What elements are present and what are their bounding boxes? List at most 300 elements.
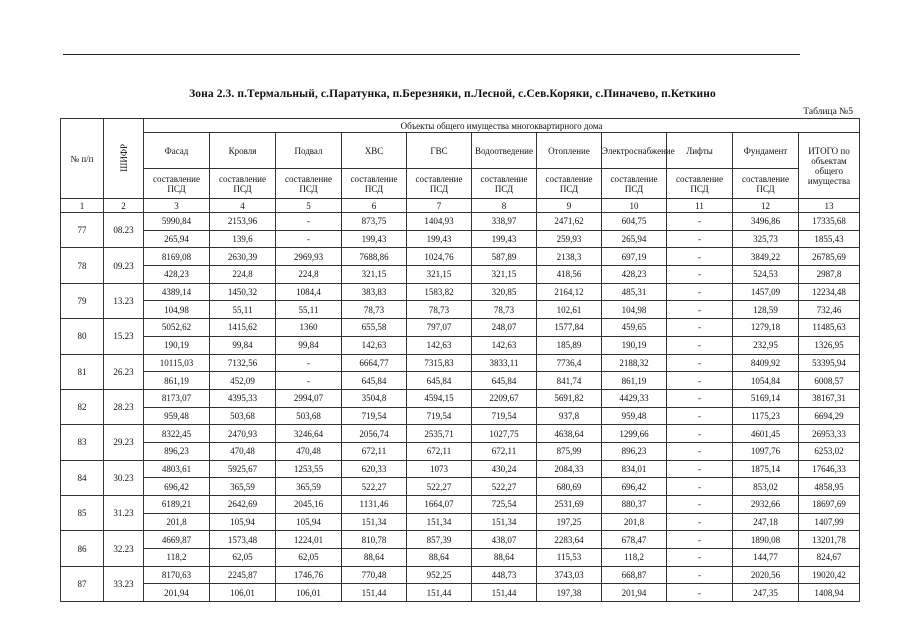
table-cell: 672,11	[472, 442, 537, 460]
table-cell: 680,69	[537, 478, 602, 496]
table-cell: 365,59	[276, 478, 342, 496]
table-cell: 259,93	[537, 230, 602, 248]
table-cell: 2932,66	[733, 496, 799, 514]
table-cell: 841,74	[537, 372, 602, 390]
table-cell: 1404,93	[407, 213, 472, 231]
table-cell: 2535,71	[407, 425, 472, 443]
table-cell: -	[276, 230, 342, 248]
table-cell: 62,05	[276, 549, 342, 567]
table-cell: 8170,63	[144, 566, 210, 584]
table-cell: 26953,33	[799, 425, 860, 443]
table-cell: 645,84	[472, 372, 537, 390]
header-code	[104, 119, 144, 199]
table-cell: 2084,33	[537, 460, 602, 478]
table-row	[61, 442, 860, 460]
row-code: 15.23	[104, 319, 144, 354]
table-cell: 142,63	[472, 336, 537, 354]
header-sub: составление ПСД	[276, 169, 342, 199]
table-cell: 604,75	[602, 213, 667, 231]
table-cell: 17646,33	[799, 460, 860, 478]
table-cell: -	[276, 372, 342, 390]
table-cell: 7315,83	[407, 354, 472, 372]
table-cell: 1890,08	[733, 531, 799, 549]
index-cell: 10	[602, 199, 667, 213]
table-cell: 4395,33	[210, 389, 276, 407]
row-number: 80	[61, 319, 104, 354]
table-cell: -	[667, 372, 733, 390]
index-cell: 3	[144, 199, 210, 213]
table-cell: 1175,23	[733, 407, 799, 425]
table-cell: 452,09	[210, 372, 276, 390]
table-cell: 697,19	[602, 248, 667, 266]
table-cell: 151,34	[472, 513, 537, 531]
table-row	[61, 319, 860, 337]
table-cell: 102,61	[537, 301, 602, 319]
table-row	[61, 460, 860, 478]
table-cell: -	[667, 213, 733, 231]
header-sub: составление ПСД	[602, 169, 667, 199]
table-cell: 232,95	[733, 336, 799, 354]
table-cell: 1097,76	[733, 442, 799, 460]
table-cell: 151,34	[407, 513, 472, 531]
table-cell: 1855,43	[799, 230, 860, 248]
table-cell: 678,47	[602, 531, 667, 549]
table-cell: 7736,4	[537, 354, 602, 372]
table-cell: 2471,62	[537, 213, 602, 231]
table-cell: 834,01	[602, 460, 667, 478]
table-cell: 3849,22	[733, 248, 799, 266]
index-cell: 8	[472, 199, 537, 213]
table-cell: 1746,76	[276, 566, 342, 584]
table-cell: 1027,75	[472, 425, 537, 443]
table-cell: 320,85	[472, 283, 537, 301]
row-number: 86	[61, 531, 104, 566]
table-cell: 88,64	[407, 549, 472, 567]
table-row	[61, 513, 860, 531]
table-cell: 201,94	[144, 584, 210, 602]
header-col: Отопление	[537, 133, 602, 169]
table-cell: 485,31	[602, 283, 667, 301]
table-cell: 5990,84	[144, 213, 210, 231]
table-cell: 937,8	[537, 407, 602, 425]
document-title: Зона 2.3. п.Термальный, с.Паратунка, п.Березняки, п.Лесной, с.Сев.Коряки, с.Пиначево, п.Кеткино	[189, 88, 716, 100]
row-code: 30.23	[104, 460, 144, 495]
table-cell: -	[667, 230, 733, 248]
header-code-label: ШИФР	[118, 143, 129, 172]
data-table	[60, 118, 860, 602]
table-cell: 17335,68	[799, 213, 860, 231]
table-cell: 199,43	[407, 230, 472, 248]
table-cell: 62,05	[210, 549, 276, 567]
table-cell: 2994,07	[276, 389, 342, 407]
table-cell: -	[667, 442, 733, 460]
row-number: 82	[61, 389, 104, 424]
header-col: Электроснабжение	[602, 133, 667, 169]
table-cell: 873,75	[342, 213, 407, 231]
table-cell: 6008,57	[799, 372, 860, 390]
table-cell: 1084,4	[276, 283, 342, 301]
table-cell: 199,43	[472, 230, 537, 248]
table-cell: 78,73	[342, 301, 407, 319]
table-cell: 959,48	[144, 407, 210, 425]
table-cell: 1577,84	[537, 319, 602, 337]
table-cell: 4429,33	[602, 389, 667, 407]
table-cell: 118,2	[602, 549, 667, 567]
table-cell: -	[667, 301, 733, 319]
table-cell: 247,18	[733, 513, 799, 531]
table-cell: 8169,08	[144, 248, 210, 266]
table-cell: -	[667, 407, 733, 425]
table-cell: 5925,67	[210, 460, 276, 478]
table-cell: 321,15	[342, 266, 407, 284]
table-cell: 106,01	[210, 584, 276, 602]
table-cell: 810,78	[342, 531, 407, 549]
row-number: 87	[61, 566, 104, 601]
header-col: Водоотведение	[472, 133, 537, 169]
table-cell: 1664,07	[407, 496, 472, 514]
table-cell: 6664,77	[342, 354, 407, 372]
table-cell: 38167,31	[799, 389, 860, 407]
table-cell: 104,98	[144, 301, 210, 319]
table-cell: 1457,09	[733, 283, 799, 301]
header-num: № п/п	[61, 119, 104, 199]
table-cell: 428,23	[144, 266, 210, 284]
table-cell: 1408,94	[799, 584, 860, 602]
header-sub: составление ПСД	[667, 169, 733, 199]
table-cell: 2138,3	[537, 248, 602, 266]
table-cell: 99,84	[210, 336, 276, 354]
table-cell: 11485,63	[799, 319, 860, 337]
table-cell: 1224,01	[276, 531, 342, 549]
table-cell: 448,73	[472, 566, 537, 584]
index-cell: 12	[733, 199, 799, 213]
table-cell: 2969,93	[276, 248, 342, 266]
table-cell: 26785,69	[799, 248, 860, 266]
table-cell: 8322,45	[144, 425, 210, 443]
row-number: 83	[61, 425, 104, 460]
table-row	[61, 407, 860, 425]
table-cell: 2153,96	[210, 213, 276, 231]
table-cell: 2470,93	[210, 425, 276, 443]
table-cell: 3504,8	[342, 389, 407, 407]
table-cell: 105,94	[276, 513, 342, 531]
table-cell: 265,94	[602, 230, 667, 248]
table-cell: -	[667, 584, 733, 602]
table-cell: -	[667, 354, 733, 372]
table-cell: 875,99	[537, 442, 602, 460]
table-cell: 438,07	[472, 531, 537, 549]
table-cell: 4594,15	[407, 389, 472, 407]
table-row	[61, 230, 860, 248]
table-row	[61, 566, 860, 584]
table-cell: 2531,69	[537, 496, 602, 514]
table-cell: 2630,39	[210, 248, 276, 266]
table-cell: 428,23	[602, 266, 667, 284]
table-cell: -	[667, 425, 733, 443]
table-cell: 151,44	[407, 584, 472, 602]
table-cell: 824,67	[799, 549, 860, 567]
table-cell: 522,27	[472, 478, 537, 496]
table-cell: 4669,87	[144, 531, 210, 549]
table-cell: 620,33	[342, 460, 407, 478]
table-row	[61, 283, 860, 301]
table-cell: 1131,46	[342, 496, 407, 514]
header-total: ИТОГО по объектам общего имущества	[799, 133, 860, 199]
table-cell: 142,63	[407, 336, 472, 354]
table-cell: 4858,95	[799, 478, 860, 496]
header-col: Лифты	[667, 133, 733, 169]
table-cell: 7132,56	[210, 354, 276, 372]
table-cell: 896,23	[144, 442, 210, 460]
table-cell: 2188,32	[602, 354, 667, 372]
table-cell: 7688,86	[342, 248, 407, 266]
table-cell: 732,46	[799, 301, 860, 319]
table-row	[61, 213, 860, 231]
table-cell: 2245,87	[210, 566, 276, 584]
table-cell: 645,84	[342, 372, 407, 390]
table-cell: 248,07	[472, 319, 537, 337]
table-cell: 668,87	[602, 566, 667, 584]
table-cell: -	[276, 354, 342, 372]
table-cell: 1573,48	[210, 531, 276, 549]
table-cell: 1583,82	[407, 283, 472, 301]
table-row	[61, 496, 860, 514]
table-cell: 99,84	[276, 336, 342, 354]
table-cell: 4638,64	[537, 425, 602, 443]
row-number: 81	[61, 354, 104, 389]
table-cell: -	[667, 283, 733, 301]
table-cell: 185,89	[537, 336, 602, 354]
table-cell: 144,77	[733, 549, 799, 567]
table-cell: 4601,45	[733, 425, 799, 443]
table-cell: 224,8	[276, 266, 342, 284]
table-cell: 197,25	[537, 513, 602, 531]
table-cell: 770,48	[342, 566, 407, 584]
table-cell: -	[667, 336, 733, 354]
table-row	[61, 372, 860, 390]
row-code: 31.23	[104, 496, 144, 531]
table-cell: 365,59	[210, 478, 276, 496]
index-cell: 2	[104, 199, 144, 213]
table-cell: 106,01	[276, 584, 342, 602]
table-cell: 1279,18	[733, 319, 799, 337]
table-cell: -	[667, 513, 733, 531]
table-cell: -	[667, 496, 733, 514]
table-cell: -	[667, 549, 733, 567]
index-cell: 11	[667, 199, 733, 213]
header-col: ХВС	[342, 133, 407, 169]
table-cell: 88,64	[472, 549, 537, 567]
table-row	[61, 389, 860, 407]
table-cell: 719,54	[472, 407, 537, 425]
table-cell: 128,59	[733, 301, 799, 319]
table-cell: 321,15	[407, 266, 472, 284]
table-cell: 503,68	[210, 407, 276, 425]
index-cell: 9	[537, 199, 602, 213]
index-cell: 4	[210, 199, 276, 213]
row-number: 85	[61, 496, 104, 531]
table-cell: 8173,07	[144, 389, 210, 407]
table-cell: 55,11	[276, 301, 342, 319]
table-cell: 587,89	[472, 248, 537, 266]
table-cell: 880,37	[602, 496, 667, 514]
table-cell: 190,19	[602, 336, 667, 354]
table-cell: 53395,94	[799, 354, 860, 372]
index-cell: 5	[276, 199, 342, 213]
table-cell: 142,63	[342, 336, 407, 354]
table-cell: 247,35	[733, 584, 799, 602]
header-sub: составление ПСД	[733, 169, 799, 199]
table-cell: -	[667, 460, 733, 478]
row-code: 09.23	[104, 248, 144, 283]
row-code: 33.23	[104, 566, 144, 601]
table-cell: 199,43	[342, 230, 407, 248]
table-row	[61, 549, 860, 567]
table-cell: 321,15	[472, 266, 537, 284]
table-cell: 338,97	[472, 213, 537, 231]
header-col: ГВС	[407, 133, 472, 169]
table-cell: 5691,82	[537, 389, 602, 407]
table-cell: 13201,78	[799, 531, 860, 549]
table-cell: -	[667, 566, 733, 584]
table-row	[61, 425, 860, 443]
table-cell: 151,44	[472, 584, 537, 602]
header-col: Фасад	[144, 133, 210, 169]
table-cell: 201,94	[602, 584, 667, 602]
table-cell: 78,73	[472, 301, 537, 319]
table-cell: 224,8	[210, 266, 276, 284]
table-cell: 1253,55	[276, 460, 342, 478]
table-cell: 5169,14	[733, 389, 799, 407]
table-cell: -	[276, 213, 342, 231]
table-row	[61, 266, 860, 284]
table-cell: 459,65	[602, 319, 667, 337]
table-cell: 522,27	[407, 478, 472, 496]
table-cell: 503,68	[276, 407, 342, 425]
table-cell: 672,11	[407, 442, 472, 460]
table-cell: 1360	[276, 319, 342, 337]
table-cell: 12234,48	[799, 283, 860, 301]
table-cell: 151,34	[342, 513, 407, 531]
table-cell: 418,56	[537, 266, 602, 284]
table-cell: 719,54	[407, 407, 472, 425]
table-cell: -	[667, 531, 733, 549]
row-code: 28.23	[104, 389, 144, 424]
header-col: Фундамент	[733, 133, 799, 169]
table-row	[61, 354, 860, 372]
table-cell: 2045,16	[276, 496, 342, 514]
table-cell: 3496,86	[733, 213, 799, 231]
table-cell: 201,8	[602, 513, 667, 531]
table-cell: 522,27	[342, 478, 407, 496]
table-cell: 896,23	[602, 442, 667, 460]
table-cell: 383,83	[342, 283, 407, 301]
table-cell: 78,73	[407, 301, 472, 319]
table-cell: 524,53	[733, 266, 799, 284]
table-cell: 55,11	[210, 301, 276, 319]
table-row	[61, 248, 860, 266]
table-cell: 1450,32	[210, 283, 276, 301]
row-number: 79	[61, 283, 104, 318]
table-cell: 197,38	[537, 584, 602, 602]
table-cell: 959,48	[602, 407, 667, 425]
table-cell: 1299,66	[602, 425, 667, 443]
header-sub: составление ПСД	[537, 169, 602, 199]
table-cell: 2020,56	[733, 566, 799, 584]
table-cell: 725,54	[472, 496, 537, 514]
table-cell: 861,19	[144, 372, 210, 390]
table-cell: 645,84	[407, 372, 472, 390]
index-cell: 7	[407, 199, 472, 213]
row-number: 78	[61, 248, 104, 283]
row-number: 77	[61, 213, 104, 248]
table-cell: 10115,03	[144, 354, 210, 372]
table-cell: 2056,74	[342, 425, 407, 443]
table-cell: -	[667, 248, 733, 266]
table-cell: 952,25	[407, 566, 472, 584]
table-cell: 3246,64	[276, 425, 342, 443]
table-cell: 8409,92	[733, 354, 799, 372]
table-cell: 861,19	[602, 372, 667, 390]
table-cell: 118,2	[144, 549, 210, 567]
header-col: Подвал	[276, 133, 342, 169]
table-row	[61, 301, 860, 319]
table-cell: 18697,69	[799, 496, 860, 514]
table-row	[61, 336, 860, 354]
table-cell: 1415,62	[210, 319, 276, 337]
table-cell: 857,39	[407, 531, 472, 549]
header-sub: составление ПСД	[342, 169, 407, 199]
row-code: 29.23	[104, 425, 144, 460]
table-cell: 4389,14	[144, 283, 210, 301]
table-cell: 655,58	[342, 319, 407, 337]
table-cell: 2283,64	[537, 531, 602, 549]
table-cell: 1407,99	[799, 513, 860, 531]
table-row	[61, 584, 860, 602]
header-sub: составление ПСД	[472, 169, 537, 199]
table-cell: 1073	[407, 460, 472, 478]
header-sub: составление ПСД	[407, 169, 472, 199]
header-sub: составление ПСД	[144, 169, 210, 199]
row-code: 26.23	[104, 354, 144, 389]
table-cell: 4803,61	[144, 460, 210, 478]
table-cell: 3833,11	[472, 354, 537, 372]
table-row	[61, 478, 860, 496]
table-cell: 105,94	[210, 513, 276, 531]
table-cell: 2209,67	[472, 389, 537, 407]
table-cell: -	[667, 266, 733, 284]
table-cell: -	[667, 478, 733, 496]
table-cell: 470,48	[276, 442, 342, 460]
header-col: Кровля	[210, 133, 276, 169]
table-cell: 19020,42	[799, 566, 860, 584]
top-rule	[63, 54, 800, 55]
table-cell: 672,11	[342, 442, 407, 460]
table-cell: 325,73	[733, 230, 799, 248]
row-number: 84	[61, 460, 104, 495]
table-cell: 3743,03	[537, 566, 602, 584]
table-cell: 190,19	[144, 336, 210, 354]
table-cell: -	[667, 319, 733, 337]
table-cell: 104,98	[602, 301, 667, 319]
table-body	[61, 213, 860, 602]
table-cell: 6189,21	[144, 496, 210, 514]
table-cell: 265,94	[144, 230, 210, 248]
table-cell: 5052,62	[144, 319, 210, 337]
index-cell: 13	[799, 199, 860, 213]
table-cell: 201,8	[144, 513, 210, 531]
table-cell: 6253,02	[799, 442, 860, 460]
